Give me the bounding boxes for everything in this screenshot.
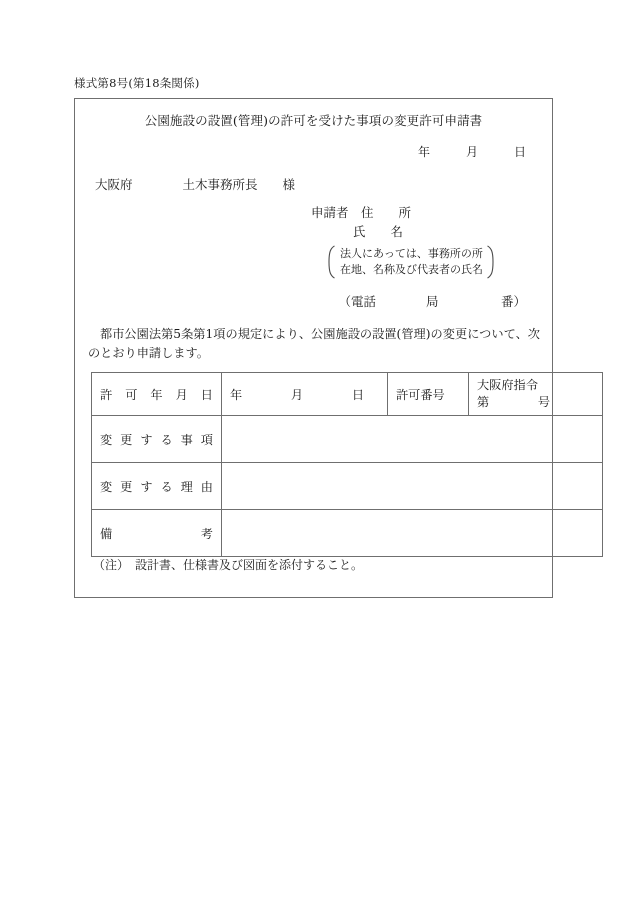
addressee-line: 大阪府 土木事務所長 様 (95, 177, 296, 192)
table-row (92, 463, 603, 510)
corporate-note (327, 245, 495, 279)
cell-remarks-value[interactable] (222, 510, 603, 557)
applicant-address-label: 申請者 住 所 (311, 205, 412, 220)
form-number-label: 様式第8号(第18条関係) (74, 76, 200, 90)
cell-permit-date-value[interactable]: 年 月 日 (222, 373, 388, 416)
permit-issuer: 大阪府指令 (477, 378, 538, 392)
table-row (92, 510, 603, 557)
left-brace-icon (327, 245, 336, 279)
date-field: 年 月 日 (417, 145, 526, 159)
footnote-text: （注） 設計書、仕様書及び図面を添付すること。 (93, 558, 364, 572)
cell-change-items-value[interactable] (222, 416, 603, 463)
applicant-block (311, 203, 411, 241)
corporate-note-line1: 法人にあっては、事務所の所 (340, 247, 483, 260)
document-frame (74, 98, 553, 598)
body-paragraph: 都市公園法第5条第1項の規定により、公園施設の設置(管理)の変更について、次のとおり申請します。 (88, 327, 540, 360)
cell-change-reason-value[interactable] (222, 463, 603, 510)
cell-remarks-label: 備考 (92, 510, 222, 557)
corporate-note-text (336, 245, 486, 279)
application-table (91, 372, 603, 557)
table-row (92, 373, 603, 416)
document-title: 公園施設の設置(管理)の許可を受けた事項の変更許可申請書 (144, 113, 483, 128)
cell-permit-date-label: 許可年月日 (92, 373, 222, 416)
corporate-note-line2: 在地、名称及び代表者の氏名 (340, 263, 483, 276)
telephone-field: （電話 局 番） (338, 294, 526, 309)
applicant-name-label: 氏 名 (353, 224, 404, 239)
cell-permit-number-value[interactable] (469, 373, 603, 416)
cell-change-items-label: 変更する事項 (92, 416, 222, 463)
right-brace-icon (486, 245, 495, 279)
table-row (92, 416, 603, 463)
cell-change-reason-label: 変更する理由 (92, 463, 222, 510)
cell-permit-number-label: 許可番号 (388, 373, 469, 416)
permit-number-blank: 第 号 (477, 395, 551, 409)
